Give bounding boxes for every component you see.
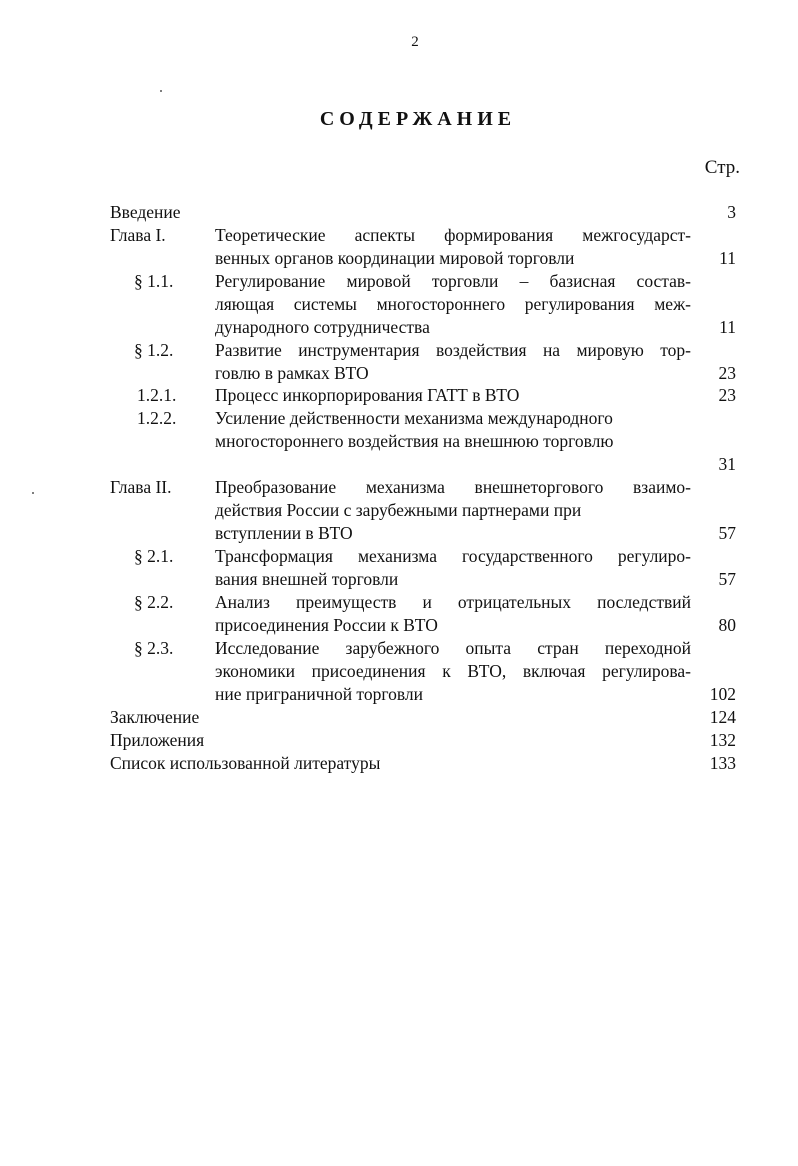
toc-entry-text-line: вступлении в ВТО xyxy=(215,523,353,543)
scan-speck xyxy=(160,90,162,92)
toc-entry-page: 133 xyxy=(709,753,736,773)
toc-entry-chapter-2-cont xyxy=(0,498,798,522)
toc-entry-chapter-2-cont xyxy=(0,521,798,545)
toc-entry-number: § 2.2. xyxy=(134,592,174,612)
page-number: 2 xyxy=(411,34,419,50)
toc-entry-text-line: вания внешней торговли xyxy=(215,569,399,589)
toc-entry-page: 23 xyxy=(718,385,736,405)
toc-entry-section-2-3-cont xyxy=(0,659,798,683)
document-title: СОДЕРЖАНИЕ xyxy=(319,108,517,130)
toc-entry-text-line: экономики присоединения к ВТО, включая регулирова- xyxy=(215,661,691,681)
toc-entry-text-line: ние приграничной торговли xyxy=(215,684,423,704)
toc-entry-text-line: Преобразование механизма внешнеторгового взаимо- xyxy=(215,477,691,497)
toc-entry-page: 11 xyxy=(719,317,736,337)
toc-entry-page: 3 xyxy=(727,202,736,222)
toc-entry-subsection-1-2-2-page xyxy=(0,452,798,476)
toc-entry-text-line: венных органов координации мировой торговли xyxy=(215,248,575,268)
toc-entry-page: 80 xyxy=(718,615,736,635)
toc-entry-page: 102 xyxy=(709,684,736,704)
toc-entry-number: § 2.3. xyxy=(134,638,174,658)
toc-entry-label: Заключение xyxy=(110,707,200,727)
toc-entry-page: 57 xyxy=(718,523,736,543)
toc-entry-section-2-1[interactable] xyxy=(0,544,798,568)
toc-entry-page: 132 xyxy=(709,730,736,750)
toc-entry-text-line: дународного сотрудничества xyxy=(215,317,430,337)
toc-entry-text-line: Процесс инкорпорирования ГАТТ в ВТО xyxy=(215,385,520,405)
toc-entry-section-2-1-cont xyxy=(0,567,798,591)
page-column-header: Стр. xyxy=(704,157,740,178)
toc-entry-label: Введение xyxy=(110,202,181,222)
toc-entry-bibliography[interactable] xyxy=(0,751,798,775)
toc-entry-conclusion[interactable] xyxy=(0,705,798,729)
toc-entry-number: Глава I. xyxy=(110,225,166,245)
toc-entry-section-1-2[interactable] xyxy=(0,338,798,362)
toc-entry-text-line: ляющая системы многостороннего регулирования меж- xyxy=(215,294,691,314)
toc-entry-number: § 1.1. xyxy=(134,271,174,291)
toc-entry-number: Глава II. xyxy=(110,477,172,497)
toc-entry-text-line: Развитие инструментария воздействия на мировую тор- xyxy=(215,340,691,360)
toc-entry-subsection-1-2-2[interactable] xyxy=(0,406,798,430)
toc-entry-chapter-1-cont xyxy=(0,246,798,270)
toc-entry-text-line: говлю в рамках ВТО xyxy=(215,363,369,383)
toc-entry-subsection-1-2-2-cont xyxy=(0,429,798,453)
toc-entry-text-line: Исследование зарубежного опыта стран переходной xyxy=(215,638,691,658)
toc-entry-chapter-2[interactable] xyxy=(0,475,798,499)
toc-entry-number: § 2.1. xyxy=(134,546,174,566)
toc-entry-page: 124 xyxy=(709,707,736,727)
toc-entry-section-1-2-cont xyxy=(0,361,798,385)
toc-entry-text-line: Трансформация механизма государственного регулиро- xyxy=(215,546,691,566)
toc-entry-text-line: действия России с зарубежными партнерами при xyxy=(215,500,582,520)
toc-entry-section-2-3[interactable] xyxy=(0,636,798,660)
toc-entry-section-2-2-cont xyxy=(0,613,798,637)
toc-entry-text-line: присоединения России к ВТО xyxy=(215,615,438,635)
toc-entry-page: 31 xyxy=(718,454,736,474)
toc-entry-introduction[interactable] xyxy=(0,200,798,224)
toc-entry-section-1-1-cont xyxy=(0,315,798,339)
toc-entry-label: Приложения xyxy=(110,730,205,750)
toc-entry-page: 23 xyxy=(718,363,736,383)
toc-entry-appendices[interactable] xyxy=(0,728,798,752)
toc-entry-text-line: многостороннего воздействия на внешнюю торговлю xyxy=(215,431,614,451)
toc-entry-label: Список использованной литературы xyxy=(110,753,381,773)
toc-entry-number: 1.2.1. xyxy=(137,385,177,405)
toc-entry-text-line: Анализ преимуществ и отрицательных последствий xyxy=(215,592,691,612)
toc-entry-subsection-1-2-1[interactable] xyxy=(0,383,798,407)
toc-entry-section-1-1[interactable] xyxy=(0,269,798,293)
toc-entry-section-2-3-cont xyxy=(0,682,798,706)
toc-entry-number: § 1.2. xyxy=(134,340,174,360)
toc-entry-section-2-2[interactable] xyxy=(0,590,798,614)
toc-entry-text-line: Усиление действенности механизма международного xyxy=(215,408,613,428)
toc-entry-number: 1.2.2. xyxy=(137,408,177,428)
toc-entry-text-line: Регулирование мировой торговли – базисная состав- xyxy=(215,271,691,291)
toc-entry-text-line: Теоретические аспекты формирования межгосударст- xyxy=(215,225,691,245)
toc-entry-page: 57 xyxy=(718,569,736,589)
toc-entry-chapter-1[interactable] xyxy=(0,223,798,247)
toc-entry-page: 11 xyxy=(719,248,736,268)
toc-entry-section-1-1-cont xyxy=(0,292,798,316)
